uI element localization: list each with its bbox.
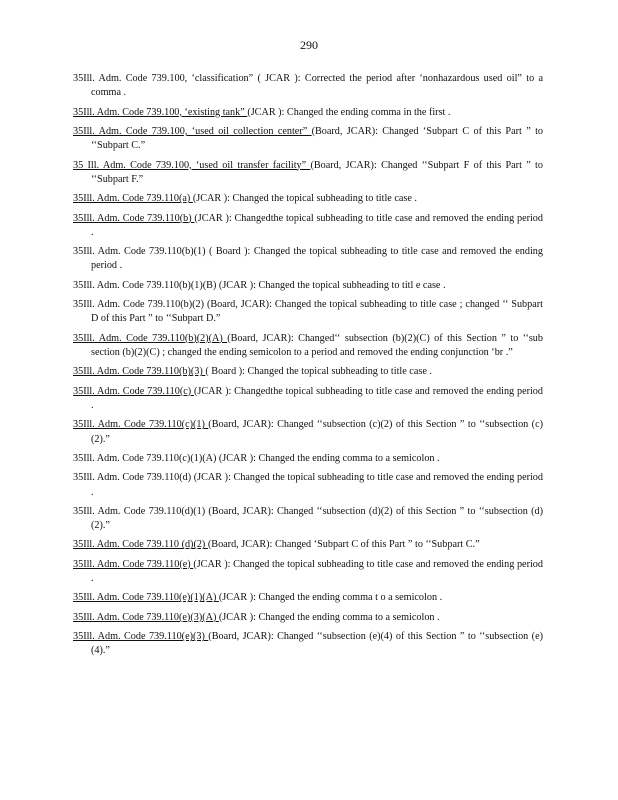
entry-change-description: (Board, JCAR): Changed ‘‘subsection (c)(2) of this Section ” to ‘‘subsection (c)(2).” [91,419,543,445]
change-log-entry [73,538,543,552]
entry-change-description: (JCAR ): Changed the ending comma in the first . [247,106,451,118]
change-log-entry [73,630,543,658]
entry-citation: 35Ill. Adm. Code 739.110(e)(3) [73,631,209,643]
change-log-list [73,72,543,664]
entry-change-description: (JCAR ): Changed the ending comma to a semicolon . [218,452,440,464]
entry-citation: 35Ill. Adm. Code 739.110(b)(1)(B) [73,279,219,291]
change-log-entry [73,332,543,360]
entry-change-description: ( Board ): Changed the topical subheading to title case and removed the ending period . [91,246,543,272]
entry-change-description: (JCAR ): Changedthe topical subheading to title case and removed the ending period . [91,212,543,238]
change-log-entry [73,298,543,326]
entry-change-description: (Board, JCAR): Changed ‘‘subsection (d)(2) of this Section ” to ‘‘subsection (d)(2).” [91,505,543,532]
entry-change-description: (Board, JCAR): Changed ‘Subpart C of this Part ” to ‘‘Subpart C.” [91,125,544,152]
entry-change-description: (Board, JCAR): Changed the topical subheading to title case ; changed ‘‘ Subpart D of this Part ” to ‘‘Subpart D.” [91,299,543,325]
change-log-entry [73,192,543,206]
entry-citation: 35 Ill. Adm. Code 739.100, ‘used oil transfer facility” [73,159,311,171]
entry-citation: 35Ill. Adm. Code 739.100, ‘used oil collection center” [73,125,312,137]
change-log-entry [73,365,543,379]
change-log-entry [73,452,543,466]
entry-change-description: (JCAR ): Changedthe topical subheading to title case and removed the ending period . [91,385,543,411]
entry-citation: 35Ill. Adm. Code 739.110(b)(1) [73,246,209,258]
entry-citation: 35Ill. Adm. Code 739.110(e)(3)(A) [73,611,219,623]
entry-citation: 35Ill. Adm. Code 739.110(d) [73,472,194,484]
entry-change-description: (JCAR ): Changed the topical subheading to title case and removed the ending period . [91,472,543,498]
entry-change-description: (Board, JCAR): Changed ‘‘Subpart F of this Part ” to ‘‘Subpart F.” [91,159,543,185]
entry-change-description: (JCAR ): Changed the topical subheading to titl e case . [218,279,446,291]
entry-citation: 35Ill. Adm. Code 739.110(b)(2) [73,299,207,311]
entry-citation: 35Ill. Adm. Code 739.100, ‘classification” [73,73,258,84]
change-log-entry [73,106,543,120]
change-log-entry [73,505,543,533]
entry-citation: 35Ill. Adm. Code 739.100, ‘existing tank” [73,106,248,118]
change-log-entry [73,418,543,446]
change-log-entry [73,212,543,240]
entry-citation: 35Ill. Adm. Code 739.110(a) [73,193,193,205]
change-log-entry [73,125,543,153]
entry-change-description: (Board, JCAR): Changed ‘Subpart C of this Part ” to ‘‘Subpart C.” [207,539,480,551]
entry-citation: 35Ill. Adm. Code 739.110(c)(1)(A) [73,452,219,464]
entry-citation: 35Ill. Adm. Code 739.110(c) [73,385,194,397]
change-log-entry [73,558,543,586]
entry-change-description: (Board, JCAR): Changed‘‘ subsection (b)(2)(C) of this Section ” to ‘‘sub section (b)(2)(C) ; changed the ending semicolon to a period and removed the ending conjunction ‘br .” [91,332,543,358]
entry-citation: 35Ill. Adm. Code 739.110(c)(1) [73,419,209,431]
change-log-entry [73,591,543,605]
entry-change-description: (JCAR ): Changed the topical subheading to title case . [192,193,417,205]
entry-change-description: (JCAR ): Changed the ending comma t o a semicolon . [218,592,443,604]
change-log-entry [73,385,543,413]
entry-change-description: (Board, JCAR): Changed ‘‘subsection (e)(4) of this Section ” to ‘‘subsection (e)(4).” [91,631,543,657]
change-log-entry [73,611,543,625]
page-number: 290 [300,38,318,52]
entry-citation: 35Ill. Adm. Code 739.110(b) [73,212,195,224]
entry-citation: 35Ill. Adm. Code 739.110(d)(1) [73,505,209,517]
entry-change-description: ( JCAR ): Corrected the period after ‘nonhazardous used oil” to a comma . [91,73,543,99]
entry-change-description: ( Board ): Changed the topical subheading to title case . [205,366,432,378]
entry-citation: 35Ill. Adm. Code 739.110(e)(1)(A) [73,592,219,604]
entry-citation: 35Ill. Adm. Code 739.110(e) [73,558,194,570]
change-log-entry [73,471,543,499]
change-log-entry [73,245,543,273]
change-log-entry [73,159,543,187]
entry-citation: 35Ill. Adm. Code 739.110(b)(3) [73,366,206,378]
entry-citation: 35Ill. Adm. Code 739.110 (d)(2) [73,539,208,551]
change-log-entry [73,279,543,293]
entry-citation: 35Ill. Adm. Code 739.110(b)(2)(A) [73,332,228,344]
entry-change-description: (JCAR ): Changed the ending comma to a semicolon . [218,611,440,623]
entry-change-description: (JCAR ): Changed the topical subheading to title case and removed the ending period . [91,558,543,585]
change-log-entry [73,72,543,100]
